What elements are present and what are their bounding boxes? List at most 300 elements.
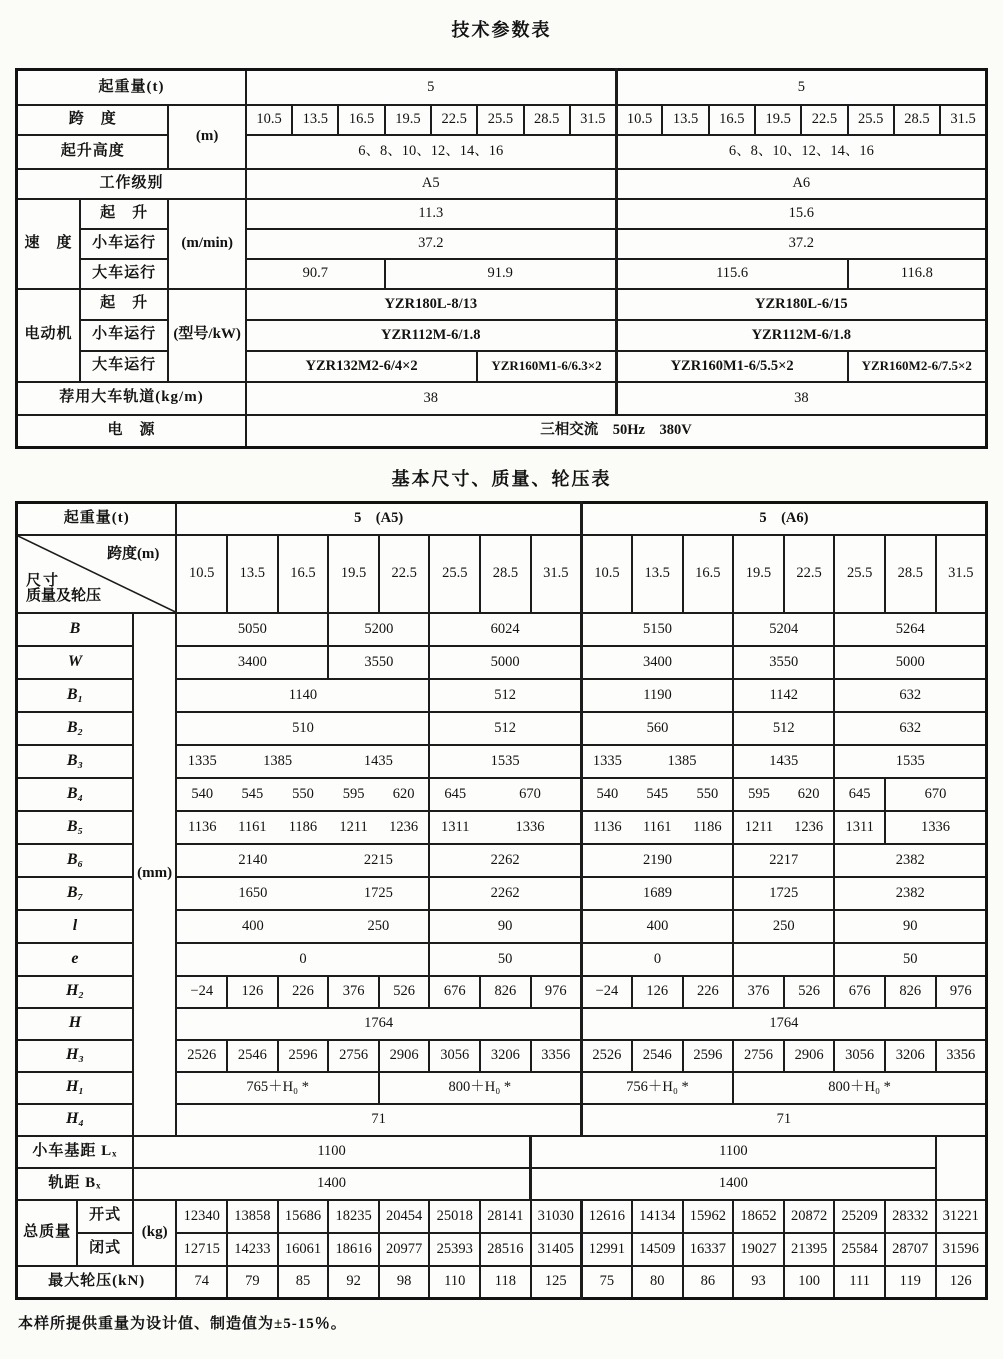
row-motor-hoist-cell-1: 起 升 bbox=[80, 289, 169, 320]
row-B3-cell-0: B₃ bbox=[17, 745, 133, 778]
row-motor-trolley-cell-1: YZR112M-6/1.8 bbox=[246, 320, 616, 351]
row-H3-cell-14: 3056 bbox=[834, 1040, 885, 1072]
row-trolley-gauge-cell-1: 1400 bbox=[133, 1168, 531, 1200]
row-motor-trolley-cell-0: 小车运行 bbox=[80, 320, 169, 351]
row-B-cell-1: (mm) bbox=[133, 613, 177, 1136]
row-max-wheel-load-cell-11: 86 bbox=[683, 1266, 734, 1299]
row-motor-trolley-cell-2: YZR112M-6/1.8 bbox=[616, 320, 986, 351]
row-B6-cell-4: 2190 bbox=[581, 844, 733, 877]
row-H3-cell-15: 3206 bbox=[885, 1040, 936, 1072]
row-total-mass-closed-cell-11: 16337 bbox=[683, 1233, 734, 1266]
row-speed-trolley-cell-0: 小车运行 bbox=[80, 229, 169, 259]
row-trolley-wheelbase-cell-0: 小车基距 Lₓ bbox=[17, 1136, 133, 1168]
row-H2-cell-10: 126 bbox=[632, 976, 683, 1008]
row-B5-cell-4: 1211 bbox=[328, 811, 379, 844]
row-col-header-cell-2: 13.5 bbox=[227, 535, 278, 613]
dimensions-mass-wheel-load-table bbox=[15, 501, 988, 1300]
row-B5-cell-1: 1136 bbox=[176, 811, 227, 844]
row-max-wheel-load-cell-2: 79 bbox=[227, 1266, 278, 1299]
row-B7-cell-3: 2262 bbox=[429, 877, 581, 910]
row-B7-cell-1: 1650 bbox=[176, 877, 328, 910]
row-max-wheel-load-cell-16: 126 bbox=[936, 1266, 987, 1299]
diag-dim-label: 尺寸 bbox=[26, 572, 61, 589]
row-total-mass-closed-cell-16: 31596 bbox=[936, 1233, 987, 1266]
row-W-cell-0: W bbox=[17, 646, 133, 679]
row-B-cell-0: B bbox=[17, 613, 133, 646]
row-span-cell-2: 10.5 bbox=[246, 105, 292, 135]
row-motor-hoist-cell-0: 电动机 bbox=[17, 289, 80, 382]
row-col-header-cell-12: 19.5 bbox=[733, 535, 784, 613]
row-H1-cell-4: 800＋H₀ * bbox=[733, 1072, 986, 1104]
row-B5-cell-9: 1161 bbox=[632, 811, 683, 844]
row-H3-cell-4: 2756 bbox=[328, 1040, 379, 1072]
row-cap-header-cell-1: 5 (A5) bbox=[176, 503, 581, 535]
row-B7-cell-6: 2382 bbox=[834, 877, 986, 910]
row-B3-cell-7: 1435 bbox=[733, 745, 834, 778]
row-total-mass-open-cell-4: 13858 bbox=[227, 1200, 278, 1233]
row-B1-cell-3: 1190 bbox=[581, 679, 733, 712]
row-total-mass-closed-cell-14: 25584 bbox=[834, 1233, 885, 1266]
row-max-wheel-load-cell-6: 110 bbox=[429, 1266, 480, 1299]
row-B6-cell-5: 2217 bbox=[733, 844, 834, 877]
row-lifting-capacity-cell-1: 5 bbox=[246, 70, 616, 105]
row-col-header-cell-7: 28.5 bbox=[480, 535, 531, 613]
diag-mass-label: 质量及轮压 bbox=[26, 588, 102, 605]
row-H-cell-2: 1764 bbox=[581, 1008, 986, 1040]
row-span-cell-13: 19.5 bbox=[755, 105, 801, 135]
row-speed-crane-cell-1: 90.7 bbox=[246, 259, 385, 289]
row-span-cell-10: 10.5 bbox=[616, 105, 662, 135]
row-B4-cell-2: 545 bbox=[227, 778, 278, 811]
row-H2-cell-12: 376 bbox=[733, 976, 784, 1008]
row-B4-cell-3: 550 bbox=[278, 778, 329, 811]
row-B5-cell-6: 1311 bbox=[429, 811, 480, 844]
row-max-wheel-load-cell-9: 75 bbox=[581, 1266, 632, 1299]
row-span-cell-3: 13.5 bbox=[292, 105, 338, 135]
row-W-cell-6: 5000 bbox=[834, 646, 986, 679]
row-span-cell-4: 16.5 bbox=[338, 105, 384, 135]
row-speed-crane-cell-4: 116.8 bbox=[848, 259, 987, 289]
row-B4-cell-9: 545 bbox=[632, 778, 683, 811]
row-total-mass-closed-cell-1: 12715 bbox=[176, 1233, 227, 1266]
row-max-wheel-load-cell-13: 100 bbox=[784, 1266, 835, 1299]
row-H2-cell-14: 676 bbox=[834, 976, 885, 1008]
row-H3-cell-11: 2596 bbox=[683, 1040, 734, 1072]
row-B4-cell-11: 595 bbox=[733, 778, 784, 811]
dimensions-table-container bbox=[14, 501, 989, 1300]
row-col-header-cell-13: 22.5 bbox=[784, 535, 835, 613]
row-B-cell-6: 5204 bbox=[733, 613, 834, 646]
row-total-mass-open-cell-2: (kg) bbox=[133, 1200, 177, 1266]
row-speed-trolley-cell-1: 37.2 bbox=[246, 229, 616, 259]
row-total-mass-closed-cell-12: 19027 bbox=[733, 1233, 784, 1266]
row-trolley-gauge-cell-2: 1400 bbox=[531, 1168, 936, 1200]
diagonal-header-cell bbox=[17, 535, 177, 613]
technical-parameters-table bbox=[15, 68, 988, 449]
row-span-cell-8: 28.5 bbox=[524, 105, 570, 135]
row-B7-cell-5: 1725 bbox=[733, 877, 834, 910]
row-B5-cell-5: 1236 bbox=[379, 811, 430, 844]
row-col-header-cell-16: 31.5 bbox=[936, 535, 987, 613]
row-motor-trolley bbox=[17, 320, 987, 351]
row-H2-cell-1: −24 bbox=[176, 976, 227, 1008]
row-motor-crane-cell-2: YZR160M1-6/6.3×2 bbox=[477, 351, 616, 382]
row-max-wheel-load-cell-10: 80 bbox=[632, 1266, 683, 1299]
row-motor-hoist-cell-3: YZR180L-8/13 bbox=[246, 289, 616, 320]
row-B3-cell-8: 1535 bbox=[834, 745, 986, 778]
row-speed-trolley-cell-2: 37.2 bbox=[616, 229, 986, 259]
row-speed-crane-cell-3: 115.6 bbox=[616, 259, 847, 289]
row-H2-cell-0: H₂ bbox=[17, 976, 133, 1008]
row-total-mass-open-cell-12: 14134 bbox=[632, 1200, 683, 1233]
row-l-cell-4: 400 bbox=[581, 910, 733, 943]
row-B6-cell-6: 2382 bbox=[834, 844, 986, 877]
row-col-header-cell-6: 25.5 bbox=[429, 535, 480, 613]
row-H3-cell-13: 2906 bbox=[784, 1040, 835, 1072]
row-B4-cell-0: B₄ bbox=[17, 778, 133, 811]
row-e-cell-5: 50 bbox=[834, 943, 986, 976]
row-B4-cell-6: 645 bbox=[429, 778, 480, 811]
row-e-cell-3: 0 bbox=[581, 943, 733, 976]
row-work-class-cell-1: A5 bbox=[246, 169, 616, 199]
row-total-mass-open-cell-8: 25018 bbox=[429, 1200, 480, 1233]
row-l-cell-2: 250 bbox=[328, 910, 429, 943]
row-H2-cell-2: 126 bbox=[227, 976, 278, 1008]
row-work-class-cell-2: A6 bbox=[616, 169, 986, 199]
row-total-mass-open-cell-5: 15686 bbox=[278, 1200, 329, 1233]
row-H1-cell-0: H₁ bbox=[17, 1072, 133, 1104]
row-H3-cell-6: 3056 bbox=[429, 1040, 480, 1072]
row-W-cell-3: 5000 bbox=[429, 646, 581, 679]
row-col-header-cell-5: 22.5 bbox=[379, 535, 430, 613]
row-H1-cell-2: 800＋H₀ * bbox=[379, 1072, 581, 1104]
row-B2-cell-1: 510 bbox=[176, 712, 429, 745]
row-H3-cell-12: 2756 bbox=[733, 1040, 784, 1072]
row-col-header-cell-3: 16.5 bbox=[278, 535, 329, 613]
row-W-cell-2: 3550 bbox=[328, 646, 429, 679]
row-max-wheel-load-cell-5: 98 bbox=[379, 1266, 430, 1299]
row-B4-cell-14: 670 bbox=[885, 778, 987, 811]
row-speed-crane-cell-2: 91.9 bbox=[385, 259, 616, 289]
row-total-mass-closed-cell-13: 21395 bbox=[784, 1233, 835, 1266]
row-W-cell-4: 3400 bbox=[581, 646, 733, 679]
row-H2-cell-7: 826 bbox=[480, 976, 531, 1008]
row-H4-cell-1: 71 bbox=[176, 1104, 581, 1136]
row-H3-cell-9: 2526 bbox=[581, 1040, 632, 1072]
row-total-mass-open-cell-7: 20454 bbox=[379, 1200, 430, 1233]
row-max-wheel-load bbox=[17, 1266, 987, 1299]
row-W-cell-1: 3400 bbox=[176, 646, 328, 679]
row-H3-cell-10: 2546 bbox=[632, 1040, 683, 1072]
row-total-mass-open-cell-18: 31221 bbox=[936, 1200, 987, 1233]
row-B5-cell-8: 1136 bbox=[581, 811, 632, 844]
row-span-cell-6: 22.5 bbox=[431, 105, 477, 135]
row-lifting-height-cell-0: 起升高度 bbox=[17, 135, 169, 169]
row-total-mass-open-cell-15: 20872 bbox=[784, 1200, 835, 1233]
row-total-mass-closed-cell-2: 14233 bbox=[227, 1233, 278, 1266]
row-motor-crane-cell-4: YZR160M2-6/7.5×2 bbox=[848, 351, 987, 382]
row-H1-cell-3: 756＋H₀ * bbox=[581, 1072, 733, 1104]
row-B4-cell-12: 620 bbox=[784, 778, 835, 811]
row-recommended-rail-cell-1: 38 bbox=[246, 382, 616, 415]
row-span-cell-1: (m) bbox=[168, 105, 245, 169]
row-B3-cell-6: 1385 bbox=[632, 745, 733, 778]
row-motor-crane bbox=[17, 351, 987, 382]
row-H2-cell-9: −24 bbox=[581, 976, 632, 1008]
table1-title: 技术参数表 bbox=[451, 20, 552, 40]
row-speed-crane bbox=[17, 259, 987, 289]
row-col-header-cell-1: 10.5 bbox=[176, 535, 227, 613]
row-max-wheel-load-cell-1: 74 bbox=[176, 1266, 227, 1299]
row-B6-cell-0: B₆ bbox=[17, 844, 133, 877]
row-B1-cell-0: B₁ bbox=[17, 679, 133, 712]
row-total-mass-closed-cell-5: 20977 bbox=[379, 1233, 430, 1266]
row-l-cell-1: 400 bbox=[176, 910, 328, 943]
row-e-cell-1: 0 bbox=[176, 943, 429, 976]
technical-parameters-table-container bbox=[14, 68, 989, 449]
row-B1-cell-4: 1142 bbox=[733, 679, 834, 712]
row-B3-cell-5: 1335 bbox=[581, 745, 632, 778]
row-B4-cell-8: 540 bbox=[581, 778, 632, 811]
row-speed-hoist-cell-1: 起 升 bbox=[80, 199, 169, 229]
row-total-mass-open-cell-0: 总质量 bbox=[17, 1200, 78, 1266]
row-lifting-height-cell-1: 6、8、10、12、14、16 bbox=[246, 135, 616, 169]
table2-title: 基本尺寸、质量、轮压表 bbox=[391, 469, 612, 489]
row-H4-cell-2: 71 bbox=[581, 1104, 986, 1136]
row-col-header-cell-9: 10.5 bbox=[581, 535, 632, 613]
row-B4-cell-13: 645 bbox=[834, 778, 885, 811]
row-cap-header-cell-0: 起重量(t) bbox=[17, 503, 177, 535]
row-l-cell-0: l bbox=[17, 910, 133, 943]
row-total-mass-open-cell-10: 31030 bbox=[531, 1200, 582, 1233]
row-B1-cell-5: 632 bbox=[834, 679, 986, 712]
row-e-cell-2: 50 bbox=[429, 943, 581, 976]
row-span-cell-0: 跨 度 bbox=[17, 105, 169, 135]
row-H-cell-1: 1764 bbox=[176, 1008, 581, 1040]
row-B5-cell-11: 1211 bbox=[733, 811, 784, 844]
row-recommended-rail bbox=[17, 382, 987, 415]
row-total-mass-closed-cell-8: 31405 bbox=[531, 1233, 582, 1266]
row-H2-cell-13: 526 bbox=[784, 976, 835, 1008]
row-total-mass-closed-cell-9: 12991 bbox=[581, 1233, 632, 1266]
row-B7-cell-4: 1689 bbox=[581, 877, 733, 910]
row-total-mass-open bbox=[17, 1200, 987, 1233]
row-lifting-capacity-cell-2: 5 bbox=[616, 70, 986, 105]
row-max-wheel-load-cell-15: 119 bbox=[885, 1266, 936, 1299]
row-max-wheel-load-cell-3: 85 bbox=[278, 1266, 329, 1299]
row-H2-cell-8: 976 bbox=[531, 976, 582, 1008]
row-B7-cell-0: B₇ bbox=[17, 877, 133, 910]
row-lifting-capacity-cell-0: 起重量(t) bbox=[17, 70, 246, 105]
row-B3-cell-2: 1385 bbox=[227, 745, 328, 778]
row-H3-cell-5: 2906 bbox=[379, 1040, 430, 1072]
row-H2-cell-4: 376 bbox=[328, 976, 379, 1008]
row-speed-hoist-cell-3: 11.3 bbox=[246, 199, 616, 229]
row-H2-cell-3: 226 bbox=[278, 976, 329, 1008]
row-cap-header bbox=[17, 503, 987, 535]
row-trolley-gauge bbox=[17, 1168, 987, 1200]
row-B5-cell-0: B₅ bbox=[17, 811, 133, 844]
row-col-header bbox=[17, 535, 987, 613]
row-span-cell-17: 31.5 bbox=[940, 105, 986, 135]
row-span-cell-9: 31.5 bbox=[570, 105, 616, 135]
row-B4-cell-10: 550 bbox=[683, 778, 734, 811]
row-speed-trolley bbox=[17, 229, 987, 259]
row-B bbox=[17, 613, 987, 646]
row-B4-cell-7: 670 bbox=[480, 778, 581, 811]
row-H2-cell-5: 526 bbox=[379, 976, 430, 1008]
row-motor-hoist bbox=[17, 289, 987, 320]
row-total-mass-closed-cell-0: 闭式 bbox=[77, 1233, 133, 1266]
row-B5-cell-13: 1311 bbox=[834, 811, 885, 844]
row-lifting-height-cell-2: 6、8、10、12、14、16 bbox=[616, 135, 986, 169]
row-total-mass-closed-cell-15: 28707 bbox=[885, 1233, 936, 1266]
row-col-header-cell-11: 16.5 bbox=[683, 535, 734, 613]
row-span-cell-5: 19.5 bbox=[385, 105, 431, 135]
row-power-supply bbox=[17, 415, 987, 448]
row-max-wheel-load-cell-8: 125 bbox=[531, 1266, 582, 1299]
row-W-cell-5: 3550 bbox=[733, 646, 834, 679]
row-H2-cell-11: 226 bbox=[683, 976, 734, 1008]
row-total-mass-open-cell-6: 18235 bbox=[328, 1200, 379, 1233]
row-max-wheel-load-cell-0: 最大轮压(kN) bbox=[17, 1266, 177, 1299]
row-l-cell-5: 250 bbox=[733, 910, 834, 943]
row-B3-cell-3: 1435 bbox=[328, 745, 429, 778]
row-H2-cell-6: 676 bbox=[429, 976, 480, 1008]
row-speed-crane-cell-0: 大车运行 bbox=[80, 259, 169, 289]
row-H1-cell-1: 765＋H₀ * bbox=[176, 1072, 378, 1104]
row-span-cell-12: 16.5 bbox=[709, 105, 755, 135]
row-B7-cell-2: 1725 bbox=[328, 877, 429, 910]
row-H4-cell-0: H₄ bbox=[17, 1104, 133, 1136]
row-H3-cell-7: 3206 bbox=[480, 1040, 531, 1072]
row-B-cell-4: 6024 bbox=[429, 613, 581, 646]
row-span-cell-11: 13.5 bbox=[662, 105, 708, 135]
row-l-cell-3: 90 bbox=[429, 910, 581, 943]
row-total-mass-closed-cell-10: 14509 bbox=[632, 1233, 683, 1266]
row-B2-cell-5: 632 bbox=[834, 712, 986, 745]
row-power-supply-cell-1: 三相交流 50Hz 380V bbox=[246, 415, 987, 448]
row-speed-hoist-cell-0: 速 度 bbox=[17, 199, 80, 289]
row-B-cell-7: 5264 bbox=[834, 613, 986, 646]
row-B5-cell-14: 1336 bbox=[885, 811, 987, 844]
row-col-header-cell-15: 28.5 bbox=[885, 535, 936, 613]
row-trolley-wheelbase-cell-1: 1100 bbox=[133, 1136, 531, 1168]
row-total-mass-closed-cell-4: 18616 bbox=[328, 1233, 379, 1266]
row-lifting-height bbox=[17, 135, 987, 169]
row-B6-cell-1: 2140 bbox=[176, 844, 328, 877]
row-motor-crane-cell-0: 大车运行 bbox=[80, 351, 169, 382]
row-B5-cell-7: 1336 bbox=[480, 811, 581, 844]
row-total-mass-closed-cell-3: 16061 bbox=[278, 1233, 329, 1266]
row-cap-header-cell-2: 5 (A6) bbox=[581, 503, 986, 535]
row-lifting-capacity bbox=[17, 70, 987, 105]
row-B-cell-2: 5050 bbox=[176, 613, 328, 646]
row-total-mass-open-cell-9: 28141 bbox=[480, 1200, 531, 1233]
row-max-wheel-load-cell-14: 111 bbox=[834, 1266, 885, 1299]
row-col-header-cell-8: 31.5 bbox=[531, 535, 582, 613]
row-l-cell-6: 90 bbox=[834, 910, 986, 943]
row-H3-cell-3: 2596 bbox=[278, 1040, 329, 1072]
row-e-cell-4 bbox=[733, 943, 834, 976]
row-H2-cell-15: 826 bbox=[885, 976, 936, 1008]
footnote: 本样所提供重量为设计值、制造值为±5-15％。 bbox=[18, 1316, 347, 1332]
row-H3-cell-0: H₃ bbox=[17, 1040, 133, 1072]
row-H3-cell-1: 2526 bbox=[176, 1040, 227, 1072]
row-speed-hoist-cell-2: (m/min) bbox=[168, 199, 245, 289]
row-total-mass-closed-cell-6: 25393 bbox=[429, 1233, 480, 1266]
row-total-mass-open-cell-3: 12340 bbox=[176, 1200, 227, 1233]
row-B6-cell-3: 2262 bbox=[429, 844, 581, 877]
row-span-cell-14: 22.5 bbox=[801, 105, 847, 135]
row-B5-cell-3: 1186 bbox=[278, 811, 329, 844]
row-B4-cell-4: 595 bbox=[328, 778, 379, 811]
row-B1-cell-1: 1140 bbox=[176, 679, 429, 712]
row-e-cell-0: e bbox=[17, 943, 133, 976]
row-speed-hoist-cell-4: 15.6 bbox=[616, 199, 986, 229]
row-recommended-rail-cell-2: 38 bbox=[616, 382, 986, 415]
row-span-cell-7: 25.5 bbox=[477, 105, 523, 135]
row-motor-crane-cell-3: YZR160M1-6/5.5×2 bbox=[616, 351, 847, 382]
row-B2-cell-2: 512 bbox=[429, 712, 581, 745]
row-total-mass-open-cell-1: 开式 bbox=[77, 1200, 133, 1233]
row-total-mass-closed-cell-7: 28516 bbox=[480, 1233, 531, 1266]
row-B4-cell-5: 620 bbox=[379, 778, 430, 811]
row-total-mass-open-cell-11: 12616 bbox=[581, 1200, 632, 1233]
row-B5-cell-2: 1161 bbox=[227, 811, 278, 844]
row-B5-cell-10: 1186 bbox=[683, 811, 734, 844]
row-H2-cell-16: 976 bbox=[936, 976, 987, 1008]
row-B2-cell-4: 512 bbox=[733, 712, 834, 745]
row-span bbox=[17, 105, 987, 135]
row-max-wheel-load-cell-4: 92 bbox=[328, 1266, 379, 1299]
row-B3-cell-4: 1535 bbox=[429, 745, 581, 778]
row-H3-cell-16: 3356 bbox=[936, 1040, 987, 1072]
row-col-header-cell-14: 25.5 bbox=[834, 535, 885, 613]
row-B-cell-3: 5200 bbox=[328, 613, 429, 646]
row-B4-cell-1: 540 bbox=[176, 778, 227, 811]
row-max-wheel-load-cell-12: 93 bbox=[733, 1266, 784, 1299]
row-H3-cell-2: 2546 bbox=[227, 1040, 278, 1072]
row-B3-cell-1: 1335 bbox=[176, 745, 227, 778]
row-work-class-cell-0: 工作级别 bbox=[17, 169, 246, 199]
row-total-mass-open-cell-13: 15962 bbox=[683, 1200, 734, 1233]
row-speed-hoist bbox=[17, 199, 987, 229]
row-col-header-cell-4: 19.5 bbox=[328, 535, 379, 613]
row-total-mass-open-cell-16: 25209 bbox=[834, 1200, 885, 1233]
row-trolley-wheelbase bbox=[17, 1136, 987, 1168]
row-trolley-wheelbase-cell-2: 1100 bbox=[531, 1136, 936, 1168]
diag-span-label: 跨度(m) bbox=[106, 545, 160, 562]
row-H-cell-0: H bbox=[17, 1008, 133, 1040]
row-motor-hoist-cell-4: YZR180L-6/15 bbox=[616, 289, 986, 320]
row-H3-cell-8: 3356 bbox=[531, 1040, 582, 1072]
row-total-mass-open-cell-17: 28332 bbox=[885, 1200, 936, 1233]
row-recommended-rail-cell-0: 荐用大车轨道(kg/m) bbox=[17, 382, 246, 415]
row-total-mass-open-cell-14: 18652 bbox=[733, 1200, 784, 1233]
row-B6-cell-2: 2215 bbox=[328, 844, 429, 877]
row-B2-cell-0: B₂ bbox=[17, 712, 133, 745]
row-trolley-gauge-cell-0: 轨距 Bₓ bbox=[17, 1168, 133, 1200]
row-B5-cell-12: 1236 bbox=[784, 811, 835, 844]
row-B-cell-5: 5150 bbox=[581, 613, 733, 646]
row-B1-cell-2: 512 bbox=[429, 679, 581, 712]
row-work-class bbox=[17, 169, 987, 199]
row-motor-hoist-cell-2: (型号/kW) bbox=[168, 289, 245, 382]
row-B2-cell-3: 560 bbox=[581, 712, 733, 745]
row-max-wheel-load-cell-7: 118 bbox=[480, 1266, 531, 1299]
row-col-header-cell-10: 13.5 bbox=[632, 535, 683, 613]
